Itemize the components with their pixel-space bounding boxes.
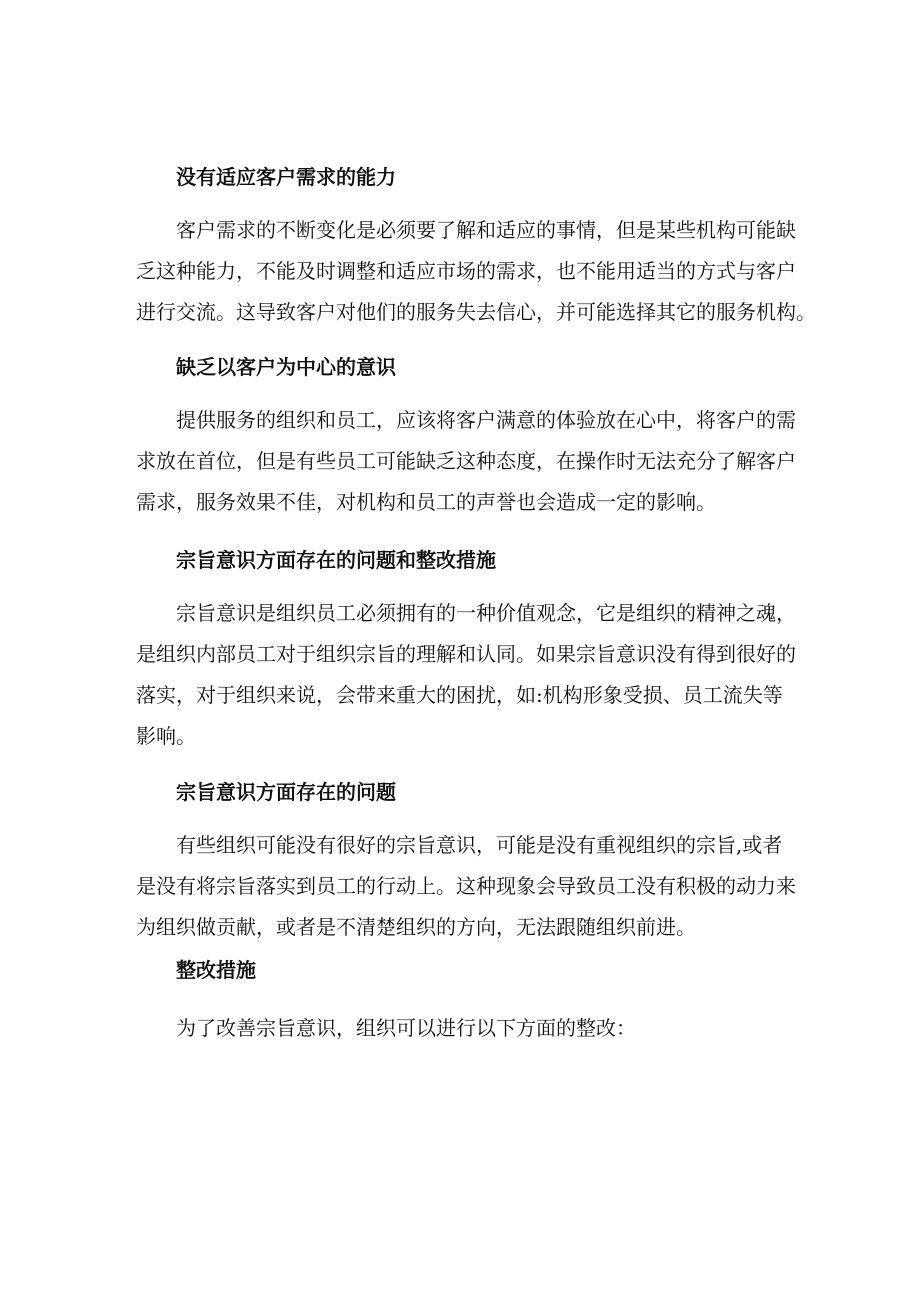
text-line: 客户需求的不断变化是必须要了解和适应的事情，但是某些机构可能缺 [176, 218, 796, 242]
paragraph-customer-needs [136, 210, 816, 333]
paragraph-purpose-awareness [136, 593, 798, 757]
text-line: 为组织做贡献，或者是不清楚组织的方向，无法跟随组织前进。 [136, 915, 696, 939]
text-line: 是组织内部员工对于组织宗旨的理解和认同。如果宗旨意识没有得到很好的 [136, 642, 796, 666]
text-line: 为了改善宗旨意识，组织可以进行以下方面的整改： [176, 1016, 636, 1040]
text-line: 提供服务的组织和员工，应该将客户满意的体验放在心中，将客户的需 [176, 408, 796, 432]
text-line: 求放在首位，但是有些员工可能缺乏这种态度，在操作时无法充分了解客户 [136, 449, 796, 473]
text-line: 影响。 [136, 724, 196, 748]
text-line: 有些组织可能没有很好的宗旨意识，可能是没有重视组织的宗旨,或者 [176, 833, 783, 857]
text-line: 是没有将宗旨落实到员工的行动上。这种现象会导致员工没有积极的动力来 [136, 874, 796, 898]
section-heading-purpose-issues: 宗旨意识方面存在的问题 [176, 780, 396, 804]
text-line: 需求，服务效果不佳，对机构和员工的声誉也会造成一定的影响。 [136, 490, 716, 514]
section-heading-customer-needs: 没有适应客户需求的能力 [176, 165, 396, 189]
paragraph-customer-centric [136, 400, 798, 523]
section-heading-purpose-issues-and-measures: 宗旨意识方面存在的问题和整改措施 [176, 548, 496, 572]
paragraph-rectification-intro [136, 1008, 798, 1049]
text-line: 宗旨意识是组织员工必须拥有的一种价值观念，它是组织的精神之魂， [176, 601, 796, 625]
text-line: 落实，对于组织来说，会带来重大的困扰，如:机构形象受损、员工流失等 [136, 683, 783, 707]
text-line: 乏这种能力，不能及时调整和适应市场的需求，也不能用适当的方式与客户 [136, 259, 796, 283]
section-heading-customer-centric: 缺乏以客户为中心的意识 [176, 355, 396, 379]
paragraph-purpose-issues [136, 825, 798, 948]
text-line: 进行交流。这导致客户对他们的服务失去信心，并可能选择其它的服务机构。 [136, 300, 816, 324]
section-heading-rectification-measures: 整改措施 [176, 958, 256, 982]
